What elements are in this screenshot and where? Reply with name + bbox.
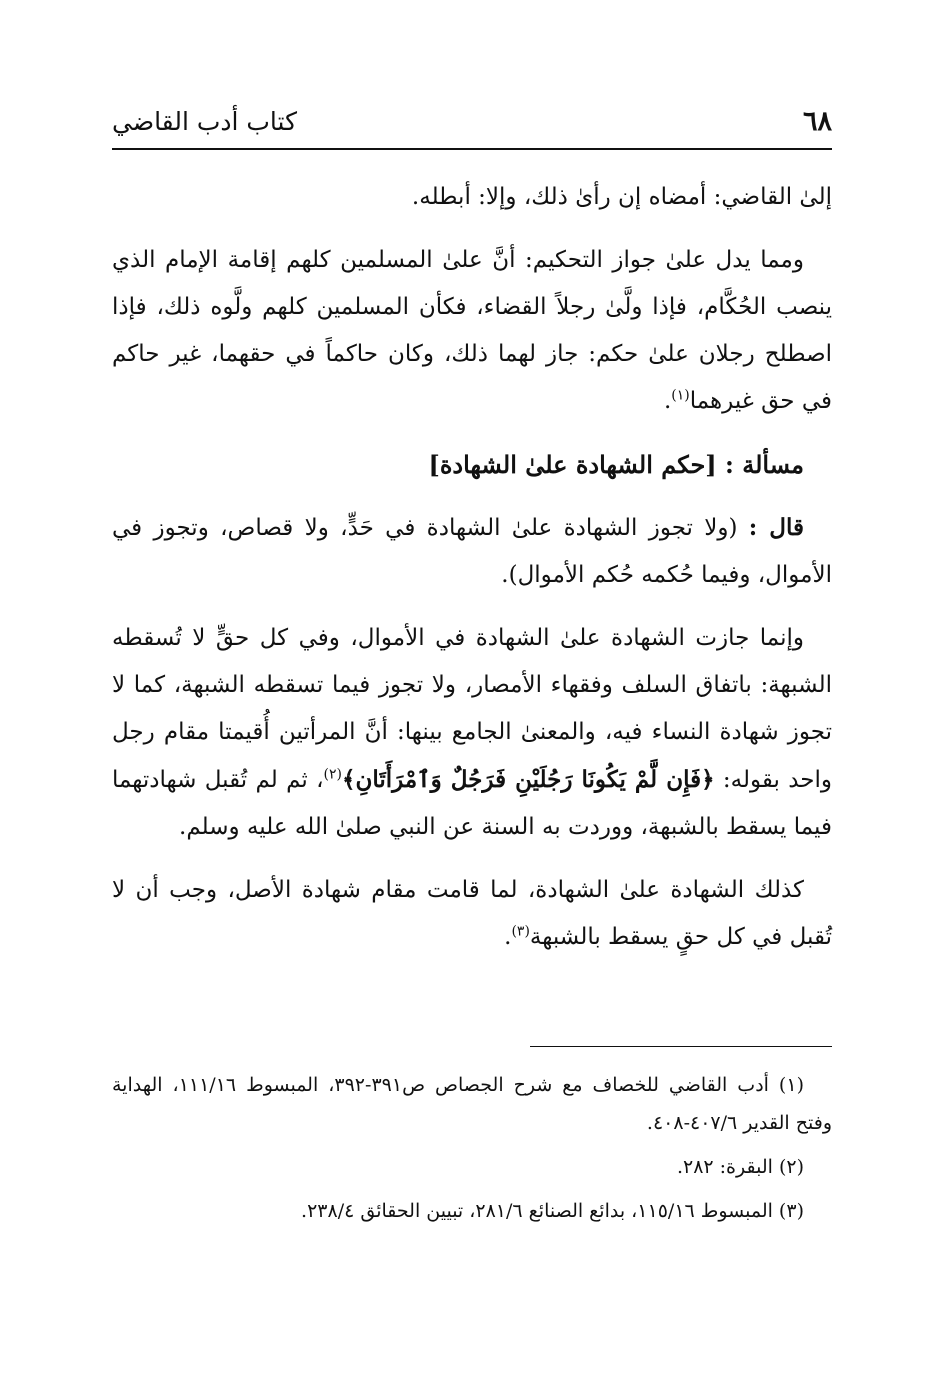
page-header bbox=[112, 104, 832, 148]
footnote-ref[interactable]: (١) bbox=[671, 387, 690, 404]
footnote-divider bbox=[530, 1046, 832, 1047]
paragraph-text: كذلك الشهادة علىٰ الشهادة، لما قامت مقام شهادة الأصل، وجب أن لا تُقبل في كل حقٍ يسقط بالشبهة bbox=[112, 877, 832, 950]
footnote-ref[interactable]: (٢) bbox=[323, 766, 342, 783]
footnote-item: (٢) البقرة: ٢٨٢. bbox=[676, 1156, 804, 1178]
footnote-ref[interactable]: (٣) bbox=[511, 923, 530, 940]
footnotes bbox=[112, 1066, 832, 1236]
paragraph-text: وإنما جازت الشهادة علىٰ الشهادة في الأموال، وفي كل حقٍّ لا تُسقطه الشبهة: باتفاق السلف وفقهاء الأمصار، ولا تجوز فيما تسقطه الشبهة، كما لا تجوز شهادة النساء فيه، والمعنىٰ الجامع بينها: أنَّ المرأتين أُقيمتا مقام رجل واحد بقوله: bbox=[112, 625, 832, 793]
page-number: ٦٨ bbox=[802, 106, 832, 137]
quran-verse: ﴿فَإِن لَّمْ يَكُونَا رَجُلَيْنِ فَرَجُلٌ وَٱمْرَأَتَانِ﴾ bbox=[341, 766, 715, 793]
issue-label: مسألة : bbox=[725, 450, 804, 479]
paragraph bbox=[112, 237, 832, 425]
footnote-item: (٣) المبسوط ١١٥/١٦، بدائع الصنائع ٢٨١/٦، تبيين الحقائق ٢٣٨/٤. bbox=[301, 1200, 804, 1222]
qala-label: قال : bbox=[748, 514, 804, 541]
punctuation: . bbox=[504, 924, 512, 950]
paragraph bbox=[112, 867, 832, 961]
paragraph bbox=[112, 504, 832, 599]
main-text bbox=[112, 174, 832, 977]
paragraph-text: ، ثم لم تُقبل شهادتهما فيما يسقط بالشبهة، ووردت به السنة عن النبي صلىٰ الله عليه وسلم. bbox=[112, 767, 832, 840]
paragraph bbox=[112, 615, 832, 851]
footnote-item: (١) أدب القاضي للخصاف مع شرح الجصاص ص٣٩١-٣٩٢، المبسوط ١١١/١٦، الهداية وفتح القدير ٤٠٧/٦-٤٠٨. bbox=[112, 1074, 832, 1134]
paragraph-text: إلىٰ القاضي: أمضاه إن رأىٰ ذلك، وإلا: أبطله. bbox=[411, 184, 832, 210]
running-title: كتاب أدب القاضي bbox=[112, 107, 297, 136]
issue-heading bbox=[112, 441, 832, 488]
paragraph-text: (ولا تجوز الشهادة علىٰ الشهادة في حَدٍّ، ولا قصاص، وتجوز في الأموال، وفيما حُكمه حُكم الأموال). bbox=[112, 515, 832, 588]
paragraph-text: ومما يدل علىٰ جواز التحكيم: أنَّ علىٰ المسلمين كلهم إقامة الإمام الذي ينصب الحُكَّام، فإذا ولَّىٰ رجلاً القضاء، فكأن المسلمين كلهم ولَّوه ذلك، فإذا اصطلح رجلان علىٰ حكم: جاز لهما ذلك، وكان حاكماً في حقهما، غير حاكم في حق غيرهما bbox=[112, 247, 832, 414]
issue-title: [حكم الشهادة علىٰ الشهادة] bbox=[428, 450, 717, 479]
header-divider bbox=[112, 148, 832, 150]
paragraph bbox=[112, 174, 832, 221]
punctuation: . bbox=[663, 388, 672, 414]
